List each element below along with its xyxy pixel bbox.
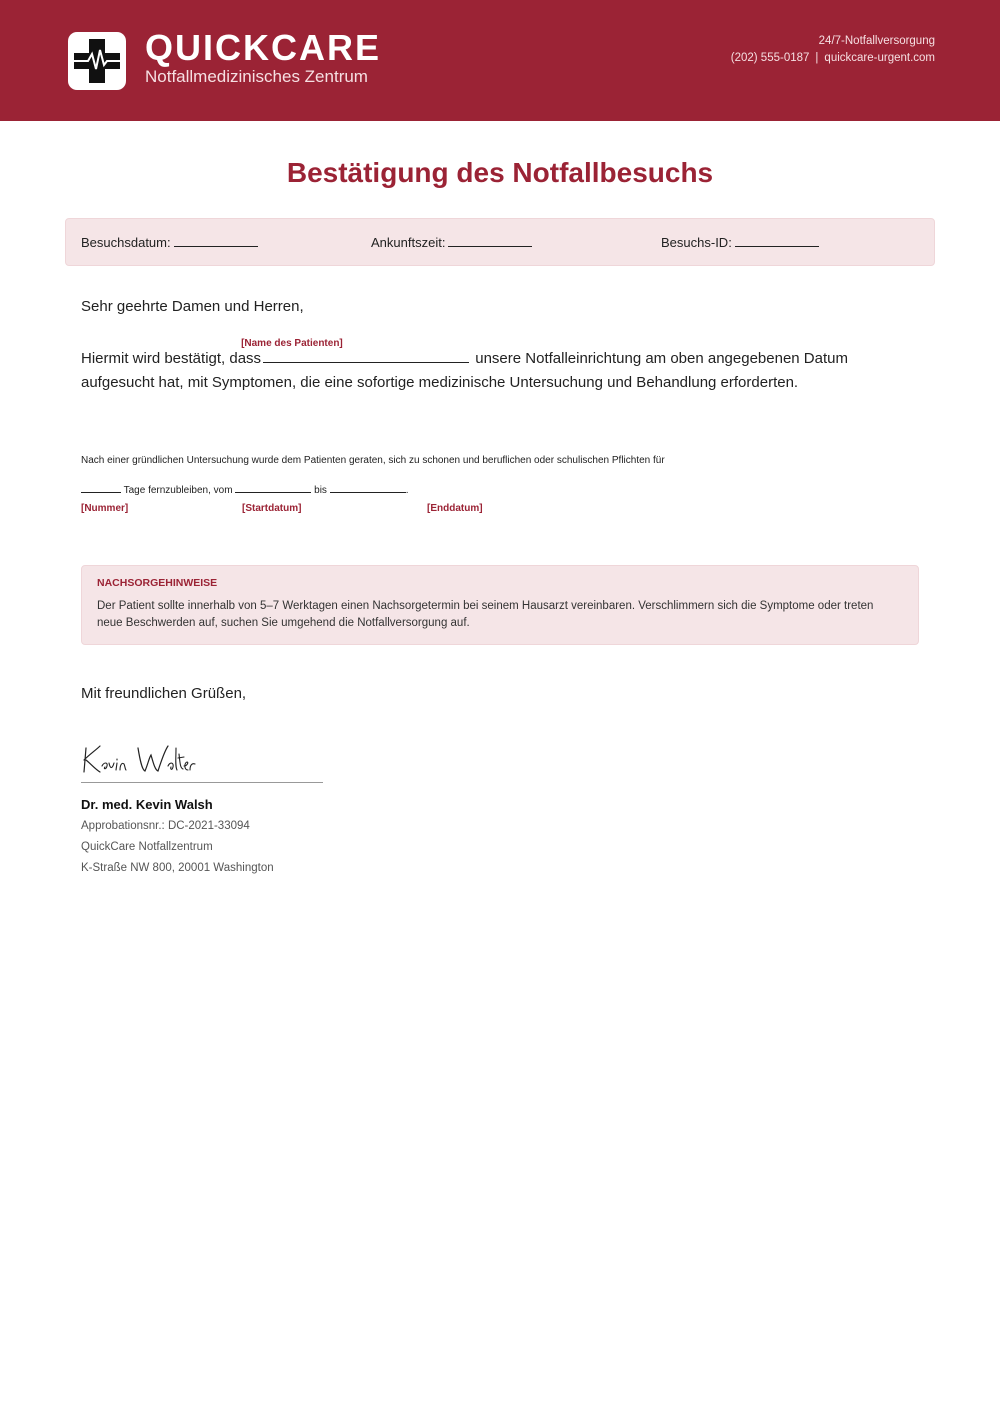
contact-separator: |	[815, 52, 819, 64]
patient-name-placeholder: [Name des Patienten]	[241, 338, 343, 349]
medical-cross-heartbeat-icon	[68, 32, 126, 90]
visit-date-field[interactable]	[81, 235, 258, 251]
facility-name: QuickCare Notfallzentrum	[81, 841, 213, 853]
followup-notice	[81, 565, 919, 645]
brand-title: QUICKCARE	[145, 27, 382, 68]
para1-after: unsere Notfalleinrichtung am oben angegebenen Datum aufgesucht hat, mit Symptomen, die eine sofortige medizinische Untersuchung und Behandlung erforderten.	[81, 350, 848, 391]
followup-title: NACHSORGEHINWEISE	[97, 577, 218, 589]
confirmation-paragraph	[81, 338, 921, 394]
recommendation-intro: Nach einer gründlichen Untersuchung wurde dem Patienten geraten, sich zu schonen und beruflichen oder schulischen Pflichten für	[81, 455, 665, 466]
visit-id-label: Besuchs-ID:	[661, 235, 732, 250]
document-title: Bestätigung des Notfallbesuchs	[286, 157, 714, 188]
patient-name-field[interactable]	[241, 338, 469, 363]
end-date-tag: [Enddatum]	[427, 503, 483, 514]
end-punctuation: .	[405, 485, 409, 496]
physician-name: Dr. med. Kevin Walsh	[81, 797, 213, 812]
phone-number: (202) 555-0187	[730, 52, 810, 64]
start-date-tag: [Startdatum]	[242, 503, 302, 514]
letterhead	[0, 0, 1000, 121]
signature-line	[81, 782, 323, 783]
absence-period-line	[81, 484, 409, 497]
para1-before: Hiermit wird bestätigt, dass	[81, 350, 262, 367]
arrival-time-field[interactable]	[371, 235, 532, 251]
handwritten-signature	[78, 740, 218, 785]
brand-subtitle: Notfallmedizinisches Zentrum	[145, 67, 368, 86]
license-number: Approbationsnr.: DC-2021-33094	[81, 820, 250, 832]
website-link[interactable]: quickcare-urgent.com	[824, 52, 935, 64]
visit-id-field[interactable]	[661, 235, 819, 251]
arrival-time-label: Ankunftszeit:	[371, 235, 446, 250]
visit-date-label: Besuchsdatum:	[81, 235, 171, 250]
contact-line	[731, 50, 935, 66]
number-tag: [Nummer]	[81, 503, 129, 514]
visit-date-blank[interactable]	[174, 236, 258, 247]
followup-text: Der Patient sollte innerhalb von 5–7 Werktagen einen Nachsorgetermin bei seinem Hausarzt vereinbaren. Verschlimmern sich die Symptome oder treten neue Beschwerden auf, suchen Sie umgehend die Notfallversorgung auf.	[97, 600, 874, 629]
salutation: Sehr geehrte Damen und Herren,	[81, 298, 304, 315]
days-number-blank[interactable]	[81, 484, 121, 493]
closing-line: Mit freundlichen Grüßen,	[81, 685, 247, 702]
end-date-blank[interactable]	[330, 484, 406, 493]
visit-info-bar	[65, 218, 935, 266]
availability-text: 24/7-Notfallversorgung	[818, 35, 935, 47]
arrival-time-blank[interactable]	[448, 236, 532, 247]
facility-address: K-Straße NW 800, 20001 Washington	[81, 862, 274, 874]
visit-id-blank[interactable]	[735, 236, 819, 247]
start-date-blank[interactable]	[235, 484, 311, 493]
until-text: bis	[314, 485, 327, 496]
days-text: Tage fernzubleiben, vom	[123, 485, 233, 496]
